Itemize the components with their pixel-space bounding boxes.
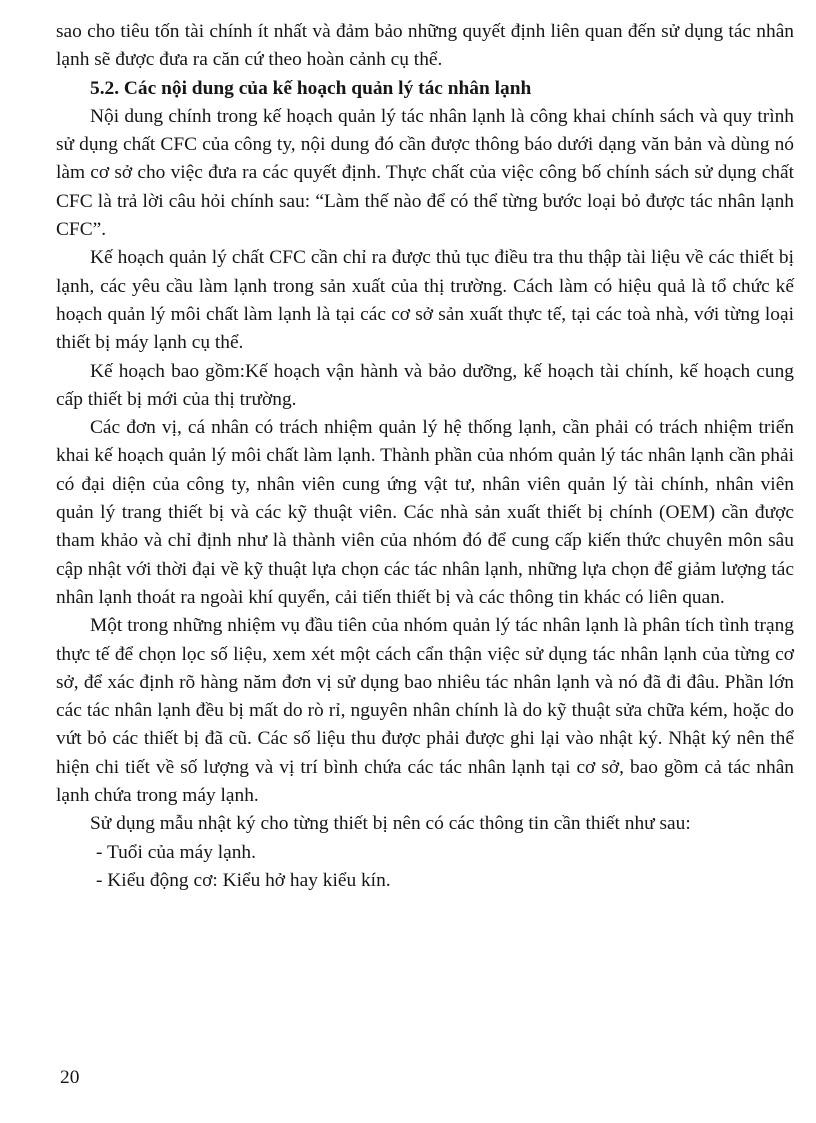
paragraph-first-tasks: Một trong những nhiệm vụ đầu tiên của nhóm quản lý tác nhân lạnh là phân tích tình trạng thực tế để chọn lọc số liệu, xem xét một cách cẩn thận việc sử dụng tác nhân lạnh của từng cơ sở, để xác định rõ hàng năm đơn vị sử dụng bao nhiêu tác nhân lạnh và nó đã đi đâu. Phần lớn các tác nhân lạnh đều bị mất do rò rỉ, nguyên nhân chính là do kỹ thuật sửa chữa kém, hoặc do vứt bỏ các thiết bị đã cũ. Các số liệu thu được phải được ghi lại vào nhật ký. Nhật ký nên thể hiện chi tiết về số lượng và vị trí bình chứa các tác nhân lạnh tại cơ sở, bao gồm cả tác nhân lạnh chứa trong máy lạnh.	[56, 615, 794, 807]
list-item: - Kiểu động cơ: Kiểu hở hay kiểu kín.	[96, 869, 391, 891]
paragraph-policy: Nội dung chính trong kế hoạch quản lý tác nhân lạnh là công khai chính sách và quy trình sử dụng chất CFC của công ty, nội dung đó cần được thông báo dưới dạng văn bản và dùng nó làm cơ sở cho việc đưa ra các quyết định. Thực chất của việc công bố chính sách sử dụng chất CFC là trả lời câu hỏi chính sau: “Làm thế nào để có thể từng bước loại bỏ được tác nhân lạnh CFC”.	[56, 105, 794, 241]
paragraph-responsibilities: Các đơn vị, cá nhân có trách nhiệm quản lý hệ thống lạnh, cần phải có trách nhiệm triển khai kế hoạch quản lý môi chất làm lạnh. Thành phần của nhóm quản lý tác nhân lạnh cần phải có đại diện của công ty, nhân viên cung ứng vật tư, nhân viên quản lý tài chính, nhân viên quản lý trang thiết bị và các kỹ thuật viên. Các nhà sản xuất thiết bị chính (OEM) cần được tham khảo và chỉ định như là thành viên của nhóm đó để cung cấp kiến thức chuyên môn sâu cập nhật với thời đại về kỹ thuật lựa chọn các tác nhân lạnh, những lựa chọn để giảm lượng tác nhân lạnh thoát ra ngoài khí quyển, cải tiến thiết bị và các thông tin khác có liên quan.	[56, 417, 794, 608]
list-item: - Tuổi của máy lạnh.	[96, 841, 256, 863]
section-heading: 5.2. Các nội dung của kế hoạch quản lý tác nhân lạnh	[90, 77, 532, 99]
paragraph-plan-includes: Kế hoạch bao gồm:Kế hoạch vận hành và bảo dưỡng, kế hoạch tài chính, kế hoạch cung cấp thiết bị mới của thị trường.	[56, 360, 794, 410]
paragraph-log-template: Sử dụng mẫu nhật ký cho từng thiết bị nên có các thông tin cần thiết như sau:	[90, 813, 691, 835]
document-page	[56, 18, 794, 895]
page-number: 20	[60, 1067, 80, 1088]
paragraph-cfc-plan: Kế hoạch quản lý chất CFC cần chỉ ra được thủ tục điều tra thu thập tài liệu về các thiết bị lạnh, các yêu cầu làm lạnh trong sản xuất của thị trường. Cách làm có hiệu quả là tổ chức kế hoạch quản lý môi chất làm lạnh là tại các cơ sở sản xuất thực tế, tại các toà nhà, với từng loại thiết bị máy lạnh cụ thể.	[56, 247, 794, 354]
paragraph-continuation: sao cho tiêu tốn tài chính ít nhất và đảm bảo những quyết định liên quan đến sử dụng tác nhân lạnh sẽ được đưa ra căn cứ theo hoàn cảnh cụ thể.	[56, 21, 794, 71]
